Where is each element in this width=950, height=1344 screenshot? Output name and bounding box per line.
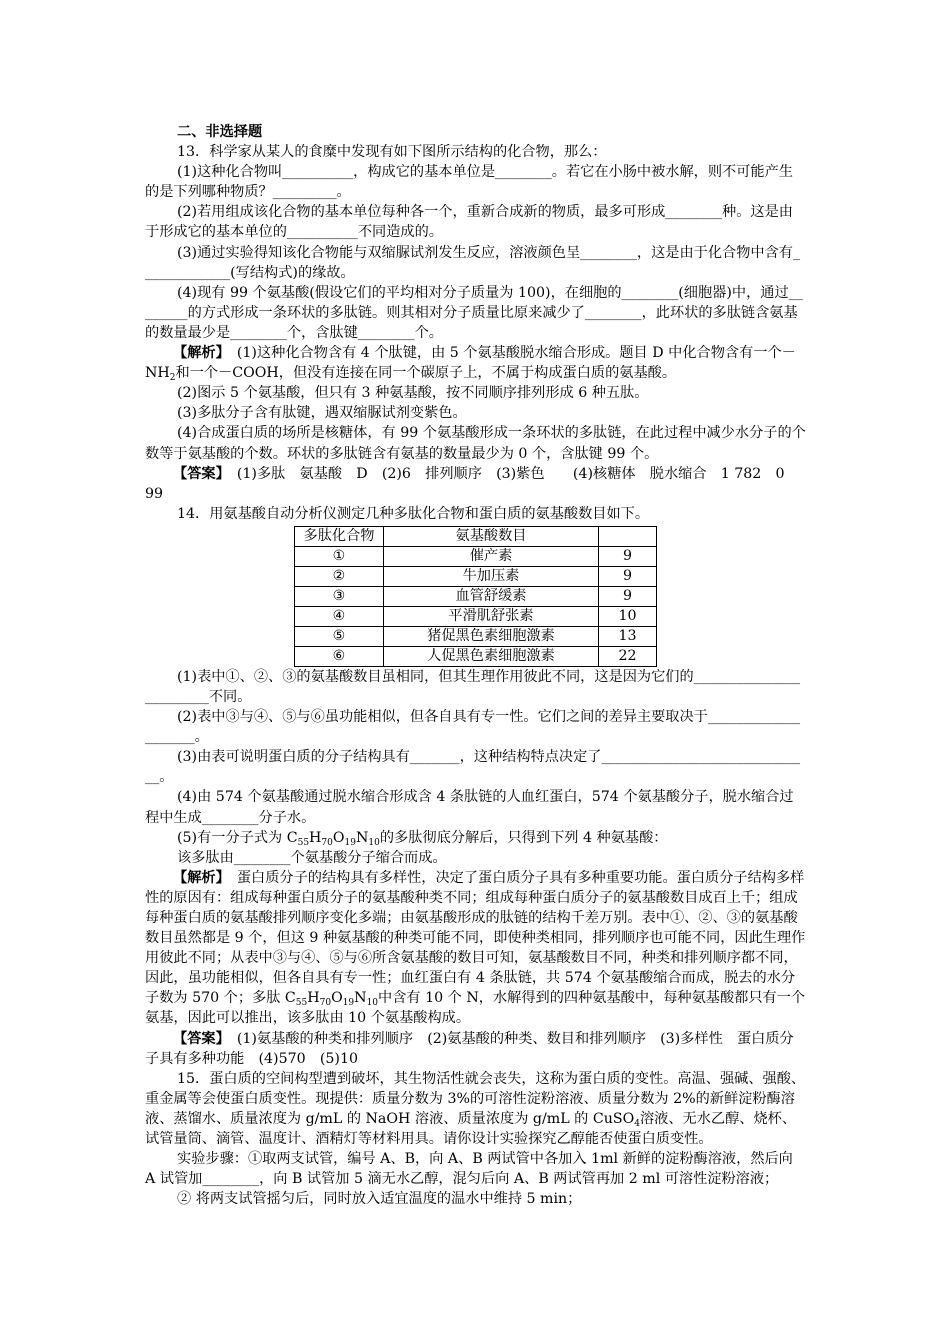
q14-part2: (2)表中③与④、⑤与⑥虽功能相似，但各自具有专一性。它们之间的差异主要取决于____________________。 <box>145 709 801 746</box>
q14-part1: (1)表中①、②、③的氨基酸数目虽相同，但其生理作用彼此不同，这是因为它们的________________________不同。 <box>145 668 801 705</box>
table-header <box>599 526 657 546</box>
q13-part3: (3)通过实验得知该化合物能与双缩脲试剂发生反应，溶液颜色呈________，这是由于化合物中含有_____________(写结构式)的缘故。 <box>145 244 801 281</box>
table-cell: 猪促黑色素细胞激素 <box>384 626 599 646</box>
table-row <box>295 546 657 566</box>
table-row <box>295 606 657 626</box>
table-row <box>295 566 657 586</box>
q14-answer: 【答案】 (1)氨基酸的种类和排列顺序 (2)氨基酸的种类、数目和排列顺序 (3)多样性 蛋白质分子具有多种功能 (4)570 (5)10 <box>145 1030 794 1067</box>
q13-part2: (2)若用组成该化合物的基本单位每种各一个，重新合成新的物质，最多可形成________种。这是由于形成它的基本单位的__________不同造成的。 <box>145 204 793 241</box>
q13-part1: (1)这种化合物叫__________，构成它的基本单位是________。若它在小肠中被水解，则不可能产生的是下列哪种物质？_________。 <box>145 164 793 201</box>
table-cell: 9 <box>599 546 657 566</box>
q13-part4: (4)现有 99 个氨基酸(假设它们的平均相对分子质量为 100)，在细胞的________(细胞器)中，通过________的方式形成一条环状的多肽链。则其相对分子质量比原来减少了________，此环状的多肽链含氨基的数量最少是________个，含肽键________个。 <box>145 284 803 341</box>
q13-analysis-2: (2)图示 5 个氨基酸，但只有 3 种氨基酸，按不同顺序排列形成 6 种五肽。 <box>177 385 649 402</box>
q15-stem: 15．蛋白质的空间构型遭到破坏，其生物活性就会丧失，这称为蛋白质的变性。高温、强碱、强酸、重金属等会使蛋白质变性。现提供：质量分数为 3%的可溶性淀粉溶液、质量分数为 2%的新鲜淀粉酶溶液、蒸馏水、质量浓度为 g/mL 的 NaOH 溶液、质量浓度为 g/mL 的 CuSO$_4$溶液、无水乙醇、烧杯、试管量筒、滴管、温度计、酒精灯等材料用具。请你设计实验探究乙醇能否使蛋白质变性。 <box>145 1070 806 1148</box>
q13-answer: 【答案】 (1)多肽 氨基酸 D (2)6 排列顺序 (3)紫色 (4)核糖体 脱水缩合 1 782 0 99 <box>145 465 799 502</box>
q13-stem: 13．科学家从某人的食糜中发现有如下图所示结构的化合物，那么： <box>177 144 607 161</box>
table-cell: ① <box>295 546 384 566</box>
document-page <box>145 122 807 1209</box>
amino-acid-table <box>294 526 657 667</box>
table-row <box>295 646 657 666</box>
q13-analysis-3: (3)多肽分子含有肽键，遇双缩脲试剂变紫色。 <box>177 405 467 422</box>
table-header: 多肽化合物 <box>295 526 384 546</box>
table-row <box>295 586 657 606</box>
table-cell: 血管舒缓素 <box>384 586 599 606</box>
q14-part4: (4)由 574 个氨基酸通过脱水缩合形成含 4 条肽链的人血红蛋白，574 个氨基酸分子，脱水缩合过程中生成________分子水。 <box>145 789 794 826</box>
table-header-row <box>295 526 657 546</box>
q15-step1: 实验步骤：①取两支试管，编号 A、B，向 A、B 两试管中各加入 1ml 新鲜的淀粉酶溶液，然后向 A 试管加________，向 B 试管加 5 滴无水乙醇，混匀后向 A、B 两试管再加 2 ml 可溶性淀粉溶液； <box>145 1151 793 1188</box>
table-cell: ④ <box>295 606 384 626</box>
q13-analysis-1: 【解析】 (1)这种化合物含有 4 个肽键，由 5 个氨基酸脱水缩合形成。题目 D 中化合物含有一个$-NH_2$和一个－COOH，但没有连接在同一个碳原子上，不属于构成蛋白质的氨基酸。 <box>145 345 796 384</box>
q14-part3: (3)由表可说明蛋白质的分子结构具有_______，这种结构特点决定了______________________________。 <box>145 749 801 786</box>
table-cell: ⑥ <box>295 646 384 666</box>
table-cell: ⑤ <box>295 626 384 646</box>
q15-step2: ② 将两支试管摇匀后，同时放入适宜温度的温水中维持 5 min； <box>177 1191 582 1208</box>
q14-stem: 14．用氨基酸自动分析仪测定几种多肽化合物和蛋白质的氨基酸数目如下。 <box>177 505 650 522</box>
table-cell: 平滑肌舒张素 <box>384 606 599 626</box>
answer-label: 【答案】 <box>173 1030 223 1047</box>
analysis-label: 【解析】 <box>173 869 223 886</box>
q14-analysis: 【解析】 蛋白质分子的结构具有多样性，决定了蛋白质分子具有多种重要功能。蛋白质分子结构多样性的原因有：组成每种蛋白质分子的氨基酸种类不同；组成每种蛋白质分子的氨基酸数目成百上千；组成每种蛋白质的氨基酸排列顺序变化多端；由氨基酸形成的肽链的结构千差万别。表中①、②、③的氨基酸数目虽然都是 9 个，但这 9 种氨基酸的种类可能不同，即使种类相同，排列顺序也可能不同，因此生理作用彼此不同；从表中③与④、⑤与⑥所含氨基酸的数目可知，氨基酸数目不同，种类和排列顺序都不同，因此，虽功能相似，但各自具有专一性；血红蛋白有 4 条肽链，共 574 个氨基酸缩合而成，脱去的水分子数为 570 个；多肽 $C_{55}H_{70}O_{19}N_{10}$中含有 10 个 N，水解得到的四种氨基酸中，每种氨基酸都只有一个氨基，因此可以推出，该多肽由 10 个氨基酸构成。 <box>145 869 806 1027</box>
table-cell: 13 <box>599 626 657 646</box>
answer-label: 【答案】 <box>173 465 223 482</box>
table-row <box>295 626 657 646</box>
table-cell: 人促黑色素细胞激素 <box>384 646 599 666</box>
q14-part5: (5)有一分子式为 $C_{55}H_{70}O_{19}N_{10}$的多肽彻底分解后，只得到下列 4 种氨基酸： <box>177 829 668 848</box>
table-cell: 催产素 <box>384 546 599 566</box>
table-cell: 22 <box>599 646 657 666</box>
section-title: 二、非选择题 <box>177 124 263 140</box>
table-cell: 9 <box>599 566 657 586</box>
table-cell: 牛加压素 <box>384 566 599 586</box>
analysis-label: 【解析】 <box>173 345 223 362</box>
table-header: 氨基酸数目 <box>384 526 599 546</box>
q14-part6: 该多肽由________个氨基酸分子缩合而成。 <box>177 849 447 866</box>
q13-analysis-4: (4)合成蛋白质的场所是核糖体，有 99 个氨基酸形成一条环状的多肽链，在此过程中减少水分子的个数等于氨基酸的个数。环状的多肽链含有氨基的数量最少为 0 个，含肽键 99 个。 <box>145 425 806 462</box>
table-cell: ② <box>295 566 384 586</box>
table-cell: 10 <box>599 606 657 626</box>
table-cell: 9 <box>599 586 657 606</box>
table-cell: ③ <box>295 586 384 606</box>
